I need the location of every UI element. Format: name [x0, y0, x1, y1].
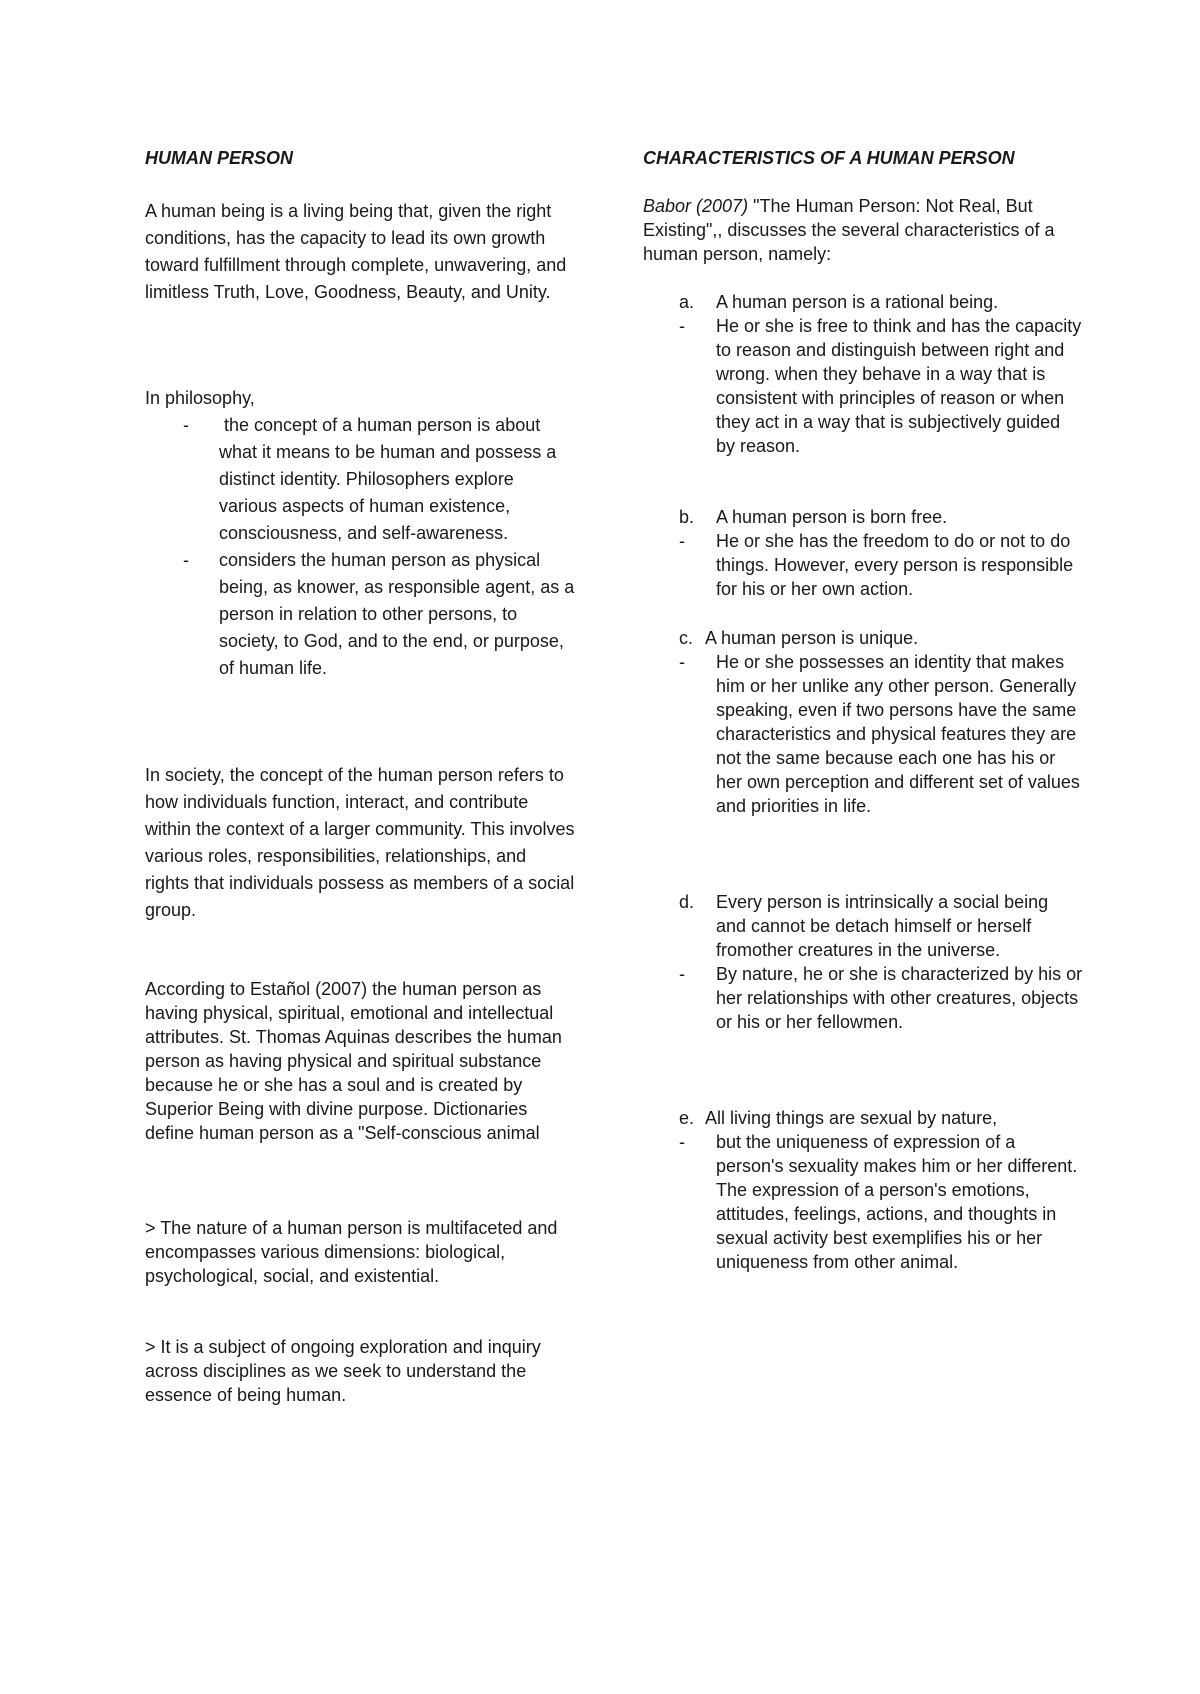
characteristics-heading: CHARACTERISTICS OF A HUMAN PERSON [643, 148, 1015, 168]
dash-marker: - [679, 316, 685, 336]
babor-intro-text: "The Human Person: Not Real, But Existing",, discusses the several characteristics of a human person, namely: [643, 196, 1055, 264]
characteristic-heading [643, 290, 1083, 314]
characteristic-detail [643, 1130, 1083, 1274]
dash-marker: - [679, 1132, 685, 1152]
characteristic-detail [643, 962, 1083, 1034]
characteristic-heading [643, 1106, 1083, 1130]
dash-marker: - [679, 531, 685, 551]
characteristic-a [643, 290, 1083, 458]
babor-citation: Babor (2007) [643, 196, 749, 216]
list-item [145, 412, 575, 547]
characteristic-detail-text: He or she has the freedom to do or not to do things. However, every person is responsible for his or her own action. [716, 531, 1074, 599]
babor-intro [643, 194, 1083, 266]
characteristic-detail-text: He or she possesses an identity that makes him or her unlike any other person. Generally speaking, even if two persons have the same characteristics and physical features they are not the same because each one has his or her own perception and different set of values and priorities in life. [716, 652, 1080, 816]
characteristic-c [643, 626, 1083, 818]
characteristic-title: All living things are sexual by nature, [705, 1108, 998, 1128]
characteristic-detail-text: He or she is free to think and has the capacity to reason and distinguish between right and wrong. when they behave in a way that is consistent with principles of reason or when they act in a way that is subjectively guided by reason. [716, 316, 1082, 456]
list-marker: c. [679, 628, 694, 648]
list-marker: a. [679, 292, 695, 312]
characteristic-detail-text: By nature, he or she is characterized by his or her relationships with other creatures, objects or his or her fellowmen. [716, 964, 1083, 1032]
philosophy-item-text: considers the human person as physical being, as knower, as responsible agent, as a person in relation to other persons, to society, to God, and to the end, or purpose, of human life. [219, 550, 575, 678]
dash-marker: - [183, 550, 189, 570]
human-person-heading: HUMAN PERSON [145, 148, 294, 168]
dash-marker: - [679, 964, 685, 984]
characteristic-title: A human person is a rational being. [716, 292, 999, 312]
characteristic-title: A human person is unique. [705, 628, 919, 648]
characteristic-title: A human person is born free. [716, 507, 948, 527]
philosophy-lead: In philosophy, [145, 388, 255, 408]
characteristic-detail-text: but the uniqueness of expression of a person's sexuality makes him or her different. The expression of a person's emotions, attitudes, feelings, actions, and thoughts in sexual activity best exemplifies his or her uniqueness from other animal. [716, 1132, 1078, 1272]
characteristic-detail [643, 529, 1083, 601]
characteristic-heading [643, 505, 1083, 529]
characteristic-e [643, 1106, 1083, 1274]
list-marker: b. [679, 507, 695, 527]
characteristic-d [643, 890, 1083, 1034]
society-paragraph: In society, the concept of the human person refers to how individuals function, interact, and contribute within the context of a larger community. This involves various roles, responsibilities, relationships, and rights that individuals possess as members of a social group. [145, 765, 575, 920]
estanol-paragraph: According to Estañol (2007) the human person as having physical, spiritual, emotional and intellectual attributes. St. Thomas Aquinas describes the human person as having physical and spiritual substance because he or she has a soul and is created by Superior Being with divine purpose. Dictionaries define human person as a "Self-conscious animal [145, 979, 562, 1143]
philosophy-list [145, 412, 575, 682]
dash-marker: - [679, 652, 685, 672]
characteristic-heading [643, 890, 1083, 962]
subject-paragraph: > It is a subject of ongoing exploration and inquiry across disciplines as we seek to understand the essence of being human. [145, 1337, 541, 1405]
list-marker: e. [679, 1108, 695, 1128]
characteristic-title: Every person is intrinsically a social being and cannot be detach himself or herself fromother creatures in the universe. [716, 892, 1049, 960]
nature-paragraph: > The nature of a human person is multifaceted and encompasses various dimensions: biological, psychological, social, and existential. [145, 1218, 558, 1286]
philosophy-item-text: the concept of a human person is about what it means to be human and possess a distinct identity. Philosophers explore various aspects of human existence, consciousness, and self-awareness. [219, 415, 562, 543]
characteristic-b [643, 505, 1083, 601]
intro-paragraph: A human being is a living being that, given the right conditions, has the capacity to lead its own growth toward fulfillment through complete, unwavering, and limitless Truth, Love, Goodness, Beauty, and Unity. [145, 201, 567, 302]
dash-marker: - [183, 415, 189, 435]
characteristic-detail [643, 314, 1083, 458]
list-marker: d. [679, 892, 695, 912]
list-item [145, 547, 575, 682]
characteristic-detail [643, 650, 1083, 818]
characteristic-heading [643, 626, 1083, 650]
